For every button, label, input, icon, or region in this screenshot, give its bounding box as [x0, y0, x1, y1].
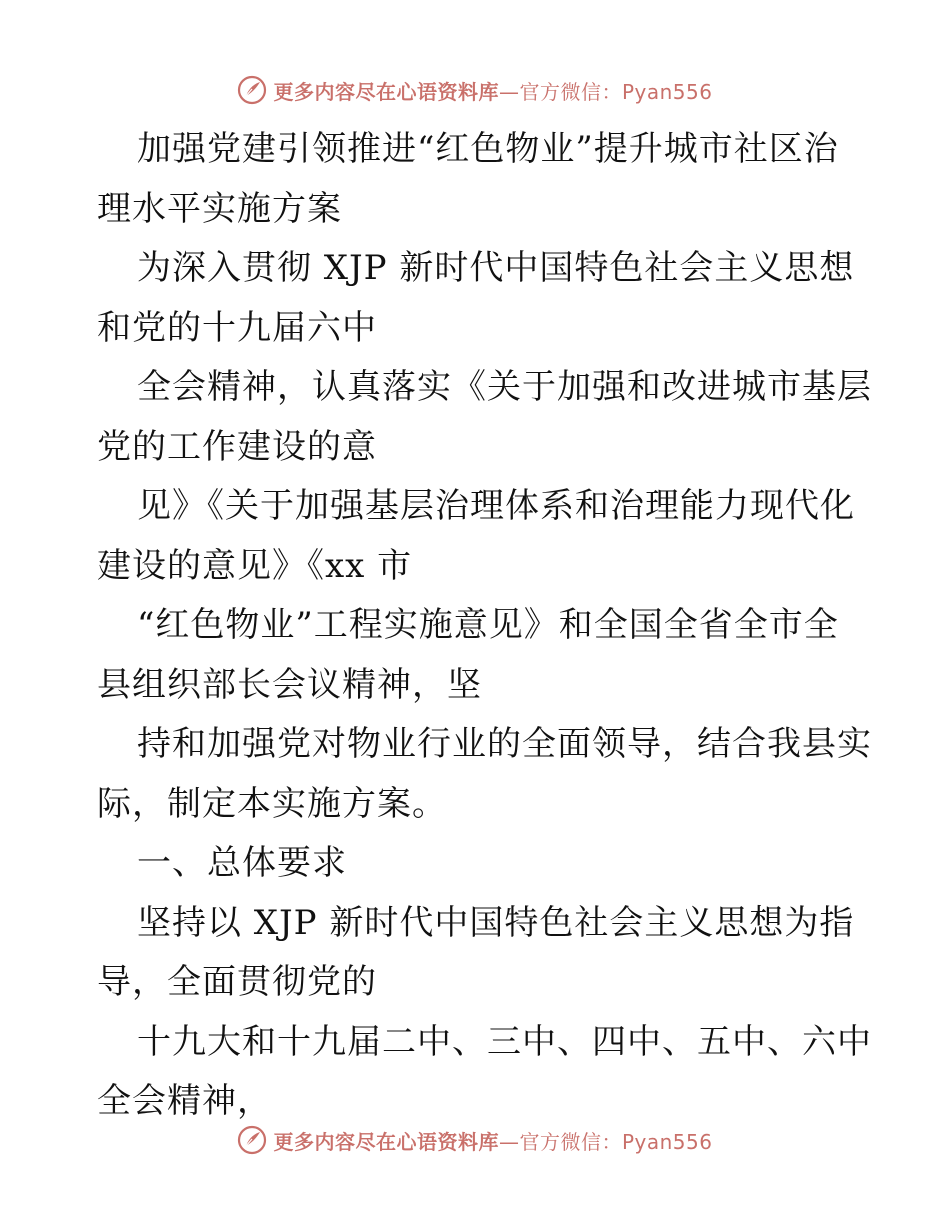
paragraph-line: 十九大和十九届二中、三中、四中、五中、六中: [137, 1021, 872, 1062]
watermark-dash: —: [498, 1129, 520, 1154]
title-line: 理水平实施方案: [97, 188, 342, 229]
paragraph-line: 坚持以 XJP 新时代中国特色社会主义思想为指: [137, 902, 855, 943]
feather-pen-logo-icon: [237, 75, 267, 105]
paragraph-line: 全会精神，: [97, 1081, 272, 1121]
paragraph-line: 导，全面贯彻党的: [97, 962, 377, 1002]
footer-watermark-banner: [0, 1120, 950, 1160]
watermark-library-text: 更多内容尽在心语资料库: [273, 79, 499, 104]
paragraph-line: 建设的意见》《xx 市: [97, 545, 413, 586]
paragraph-line: 见》《关于加强基层治理体系和治理能力现代化: [137, 486, 855, 526]
watermark-library-text: 更多内容尽在心语资料库: [273, 1129, 499, 1154]
watermark-wechat-text: 官方微信：Pyan556: [519, 79, 713, 104]
paragraph-line: 和党的十九届六中: [97, 307, 377, 348]
watermark-text: [273, 1126, 712, 1155]
paragraph-line: 县组织部长会议精神，坚: [97, 664, 482, 705]
watermark-wechat-text: 官方微信：Pyan556: [519, 1129, 713, 1154]
feather-pen-logo-icon: [237, 1125, 267, 1155]
paragraph-line: 全会精神，认真落实《关于加强和改进城市基层: [137, 367, 872, 407]
paragraph-line: 持和加强党对物业行业的全面领导，结合我县实: [137, 724, 872, 764]
paragraph-line: 党的工作建设的意: [97, 426, 377, 467]
watermark-dash: —: [498, 79, 520, 104]
document-body: [97, 120, 872, 1132]
header-watermark-banner: [0, 70, 950, 110]
paragraph-line: 为深入贯彻 XJP 新时代中国特色社会主义思想: [137, 248, 855, 288]
paragraph-line: “红色物业”工程实施意见》和全国全省全市全: [137, 605, 839, 645]
watermark-text: [273, 76, 712, 105]
title-line: 加强党建引领推进“红色物业”提升城市社区治: [137, 129, 839, 169]
paragraph-line: 际，制定本实施方案。: [97, 783, 447, 824]
section-heading: 一、总体要求: [137, 843, 347, 883]
